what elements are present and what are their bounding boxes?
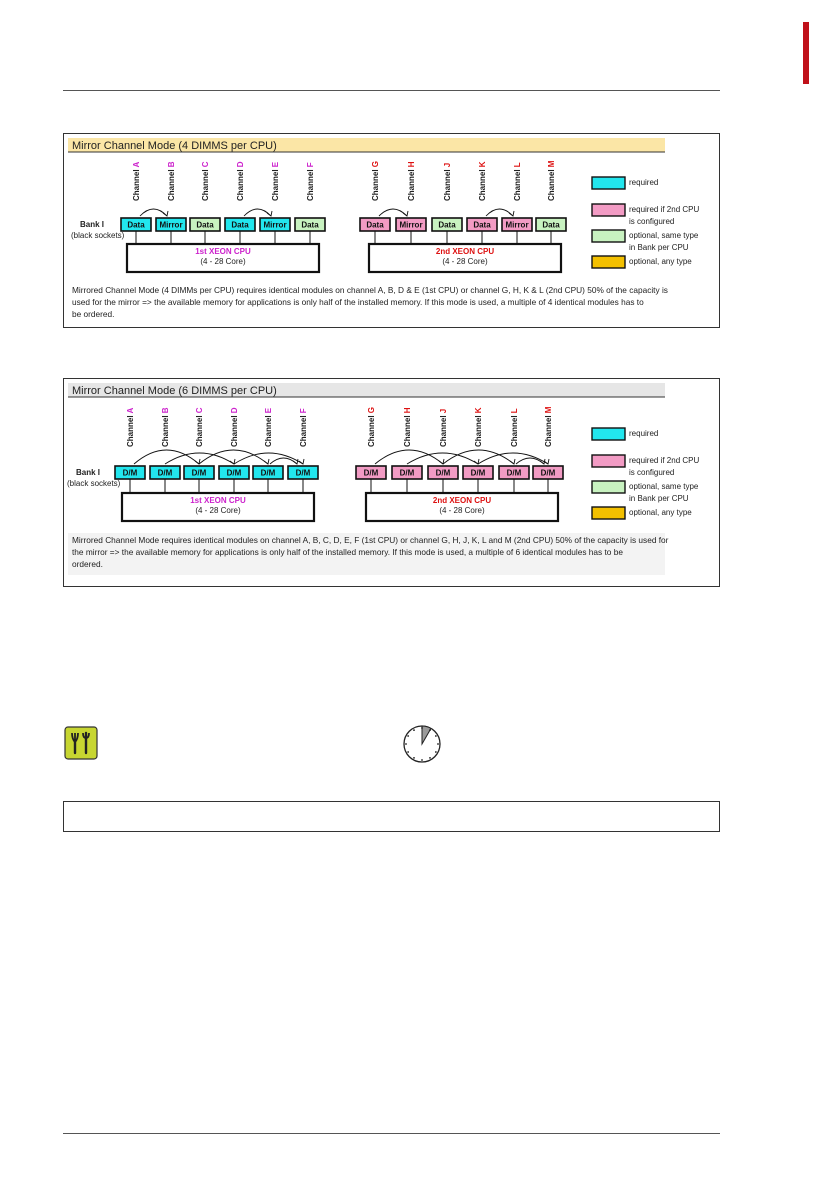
legend-label: required [629, 178, 659, 187]
channel-label: Channel B [167, 161, 176, 201]
bank-sub-label: (black sockets) [71, 231, 125, 240]
legend-label: optional, any type [629, 508, 692, 517]
bank-label: Bank I [76, 468, 101, 477]
dimm-slot-label: Data [301, 220, 319, 230]
cpu-name: 1st XEON CPU [190, 496, 246, 505]
description-line: be ordered. [72, 309, 115, 319]
channel-label: Channel B [161, 407, 170, 447]
channel-label: Channel H [403, 407, 412, 447]
dimm-slot-label: Data [127, 220, 145, 230]
dimm-slot-label: D/M [470, 468, 486, 478]
legend-label: in Bank per CPU [629, 243, 689, 252]
legend-swatch [592, 507, 625, 519]
dimm-slot-label: D/M [260, 468, 276, 478]
dimm-slot-label: D/M [226, 468, 242, 478]
legend-label: is configured [629, 217, 675, 226]
mirror-arrow [244, 209, 271, 216]
legend-label: required if 2nd CPU [629, 456, 700, 465]
legend-swatch [592, 256, 625, 268]
channel-label: Channel M [547, 160, 556, 201]
dimm-slot-label: Data [438, 220, 456, 230]
cpu-cores: (4 - 28 Core) [439, 506, 485, 515]
dimm-slot-label: D/M [157, 468, 173, 478]
legend-swatch [592, 455, 625, 467]
mirror-arrow [478, 453, 548, 464]
dimm-slot-label: D/M [363, 468, 379, 478]
description-line: Mirrored Channel Mode (4 DIMMs per CPU) requires identical modules on channel A, B, D & E (1st CPU) or channel G, H, K & L (2nd CPU) 50% of the capacity is [72, 285, 668, 295]
cpu-cores: (4 - 28 Core) [195, 506, 241, 515]
channel-label: Channel D [236, 161, 245, 201]
legend-swatch [592, 481, 625, 493]
mirror-arrow [379, 209, 407, 216]
mirror-arrow [375, 450, 443, 464]
channel-label: Channel M [544, 406, 553, 447]
description-line: used for the mirror => the available memory for applications is only half of the installed memory. If this mode is used, a multiple of 4 identical modules has to [72, 297, 644, 307]
cpu-cores: (4 - 28 Core) [200, 257, 246, 266]
channel-label: Channel A [132, 161, 141, 201]
dimm-slot-label: Mirror [505, 220, 529, 230]
description-line: Mirrored Channel Mode requires identical modules on channel A, B, C, D, E, F (1st CPU) or channel G, H, J, K, L and M (2nd CPU) 50% of the capacity is used for [72, 535, 669, 545]
channel-label: Channel L [510, 408, 519, 447]
dimm-slot-label: Mirror [159, 220, 183, 230]
mirror-arrow [516, 458, 544, 464]
legend-label: optional, same type [629, 231, 699, 240]
figure-6-dimms [63, 378, 720, 587]
legend-swatch [592, 177, 625, 189]
dimm-slot-label: D/M [191, 468, 207, 478]
legend-swatch [592, 204, 625, 216]
bank-label: Bank I [80, 220, 105, 229]
legend-label: required if 2nd CPU [629, 205, 700, 214]
mirror-arrow [134, 450, 199, 464]
legend-label: optional, same type [629, 482, 699, 491]
figure-title: Mirror Channel Mode (4 DIMMS per CPU) [72, 140, 277, 152]
legend-swatch [592, 230, 625, 242]
header-rule [63, 90, 720, 91]
mirror-arrow [486, 209, 513, 216]
channel-label: Channel E [264, 407, 273, 447]
note-box [63, 801, 720, 832]
cpu-name: 2nd XEON CPU [435, 247, 495, 256]
legend-label: is configured [629, 468, 675, 477]
channel-label: Channel G [371, 160, 380, 201]
mirror-arrow [140, 209, 167, 216]
legend-label: in Bank per CPU [629, 494, 689, 503]
channel-label: Channel K [478, 161, 487, 201]
footer-rule [63, 1133, 720, 1134]
dimm-slot-label: D/M [295, 468, 311, 478]
dimm-slot-label: D/M [540, 468, 556, 478]
channel-label: Channel H [407, 161, 416, 201]
legend-label: required [629, 429, 659, 438]
mirror-arrow [199, 450, 268, 464]
channel-label: Channel E [271, 161, 280, 201]
channel-label: Channel C [195, 407, 204, 447]
channel-label: Channel F [299, 408, 308, 447]
wrench-icon [64, 726, 98, 760]
description-line: ordered. [72, 559, 103, 569]
legend-swatch [592, 428, 625, 440]
dimm-slot-label: Data [231, 220, 249, 230]
channel-label: Channel A [126, 407, 135, 447]
channel-label: Channel C [201, 161, 210, 201]
bank-sub-label: (black sockets) [67, 479, 121, 488]
dimm-slot-label: D/M [506, 468, 522, 478]
cpu-cores: (4 - 28 Core) [442, 257, 488, 266]
page-marker [803, 22, 809, 84]
channel-label: Channel J [443, 162, 452, 201]
dimm-slot-label: D/M [399, 468, 415, 478]
dimm-slot-label: Mirror [399, 220, 423, 230]
channel-label: Channel D [230, 407, 239, 447]
clock-icon [400, 722, 444, 766]
dimm-slot-label: Data [366, 220, 384, 230]
mirror-arrow [407, 453, 478, 464]
cpu-name: 1st XEON CPU [195, 247, 251, 256]
channel-label: Channel L [513, 162, 522, 201]
channel-label: Channel F [306, 162, 315, 201]
dimm-slot-label: Data [542, 220, 560, 230]
figure-4-dimms [63, 133, 720, 328]
cpu-name: 2nd XEON CPU [432, 496, 492, 505]
dimm-slot-label: Data [473, 220, 491, 230]
channel-label: Channel J [439, 408, 448, 447]
figure-title: Mirror Channel Mode (6 DIMMS per CPU) [72, 385, 277, 397]
dimm-slot-label: Data [196, 220, 214, 230]
dimm-slot-label: Mirror [263, 220, 287, 230]
dimm-slot-label: D/M [122, 468, 138, 478]
description-line: the mirror => the available memory for applications is only half of the installed memory. If this mode is used, a multiple of 6 identical modules has to be [72, 547, 623, 557]
legend-label: optional, any type [629, 257, 692, 266]
dimm-slot-label: D/M [435, 468, 451, 478]
channel-label: Channel K [474, 407, 483, 447]
channel-label: Channel G [367, 406, 376, 447]
